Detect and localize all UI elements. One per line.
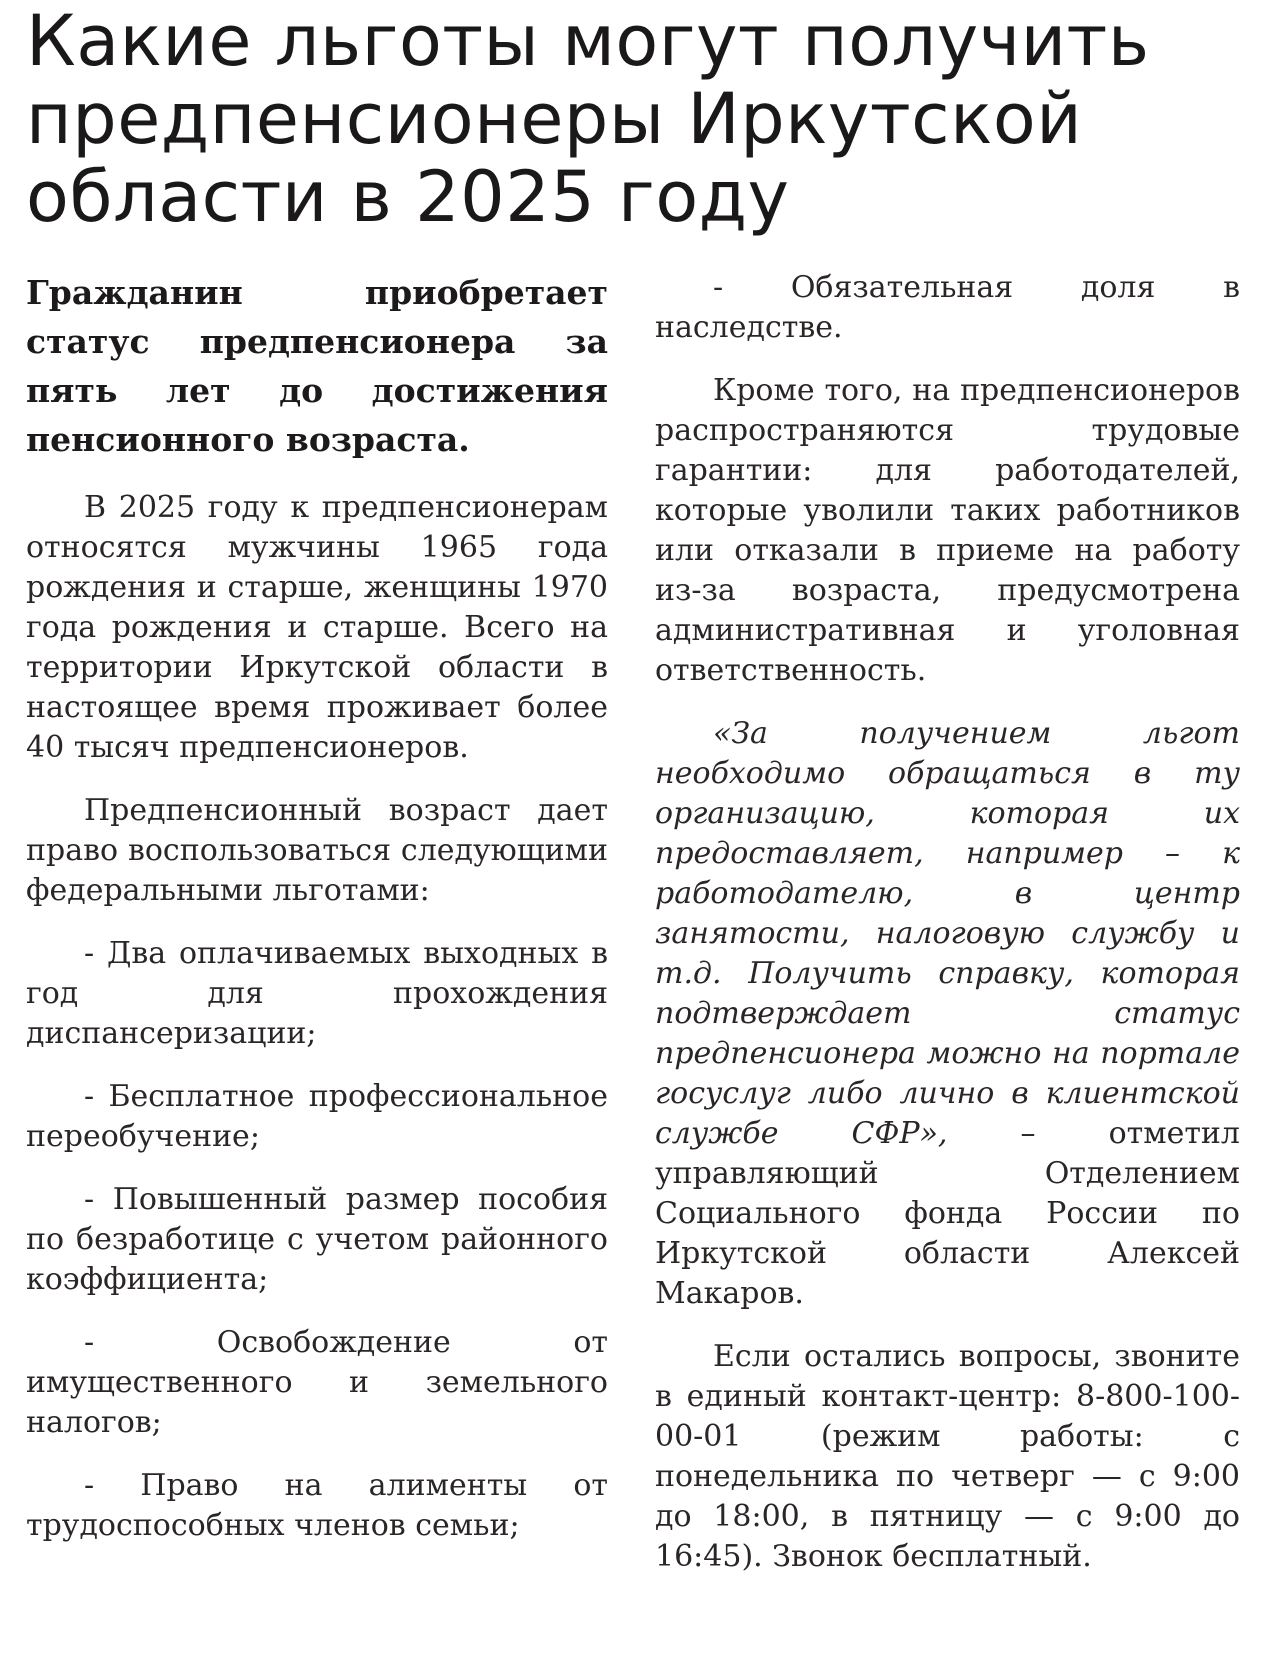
benefit-item-alimony: - Право на алименты от трудоспособных членов семьи;: [26, 1468, 608, 1543]
paragraph-preretirees-2025: В 2025 году к предпенсионерам относятся мужчины 1965 года рождения и старше, женщины 1970 года рождения и старше. Всего на территории Иркутской области в настоящее время проживает более 40 тысяч предпенсионеров.: [26, 490, 608, 765]
left-column: [26, 268, 608, 1569]
paragraph-contact-center: Если остались вопросы, звоните в единый контакт-центр: 8-800-100-00-01 (режим работы: с понедельника по четверг — с 9:00 до 18:00, в пятницу — с 9:00 до 16:45). Звонок бесплатный.: [655, 1339, 1240, 1574]
right-column: [655, 268, 1240, 1600]
paragraph-labor-guarantees: Кроме того, на предпенсионеров распространяются трудовые гарантии: для работодателей, которые уволили таких работников или отказали в приеме на работу из-за возраста, предусмотрена административная и уголовная ответственность.: [655, 373, 1240, 688]
paragraph-quote: [655, 714, 1240, 1314]
benefit-item-inheritance: - Обязательная доля в наследстве.: [655, 270, 1240, 345]
benefit-item-medical-days: - Два оплачиваемых выходных в год для прохождения диспансеризации;: [26, 936, 608, 1051]
benefit-item-unemployment: - Повышенный размер пособия по безработице с учетом районного коэффициента;: [26, 1182, 608, 1297]
paragraph-benefits-intro: Предпенсионный возраст дает право воспользоваться следующими федеральными льготами:: [26, 793, 608, 908]
article-headline: Какие льготы могут получить предпенсионеры Иркутской области в 2025 году: [26, 0, 1150, 238]
article-lead: Гражданин приобретает статус предпенсионера за пять лет до достижения пенсионного возраста.: [26, 273, 608, 459]
benefit-item-tax-exemption: - Освобождение от имущественного и земельного налогов;: [26, 1325, 608, 1440]
benefit-item-retraining: - Бесплатное профессиональное переобучение;: [26, 1079, 608, 1154]
official-quote: «За получением льгот необходимо обращаться в ту организацию, которая их предоставляет, например – к работодателю, в центр занятости, налоговую службу и т.д. Получить справку, которая подтверждает статус предпенсионера можно на портале госуслуг либо лично в клиентской службе СФР»,: [655, 716, 1240, 1151]
quote-attribution: – отметил управляющий Отделением Социального фонда России по Иркутской области Алексей Макаров.: [655, 1116, 1240, 1311]
